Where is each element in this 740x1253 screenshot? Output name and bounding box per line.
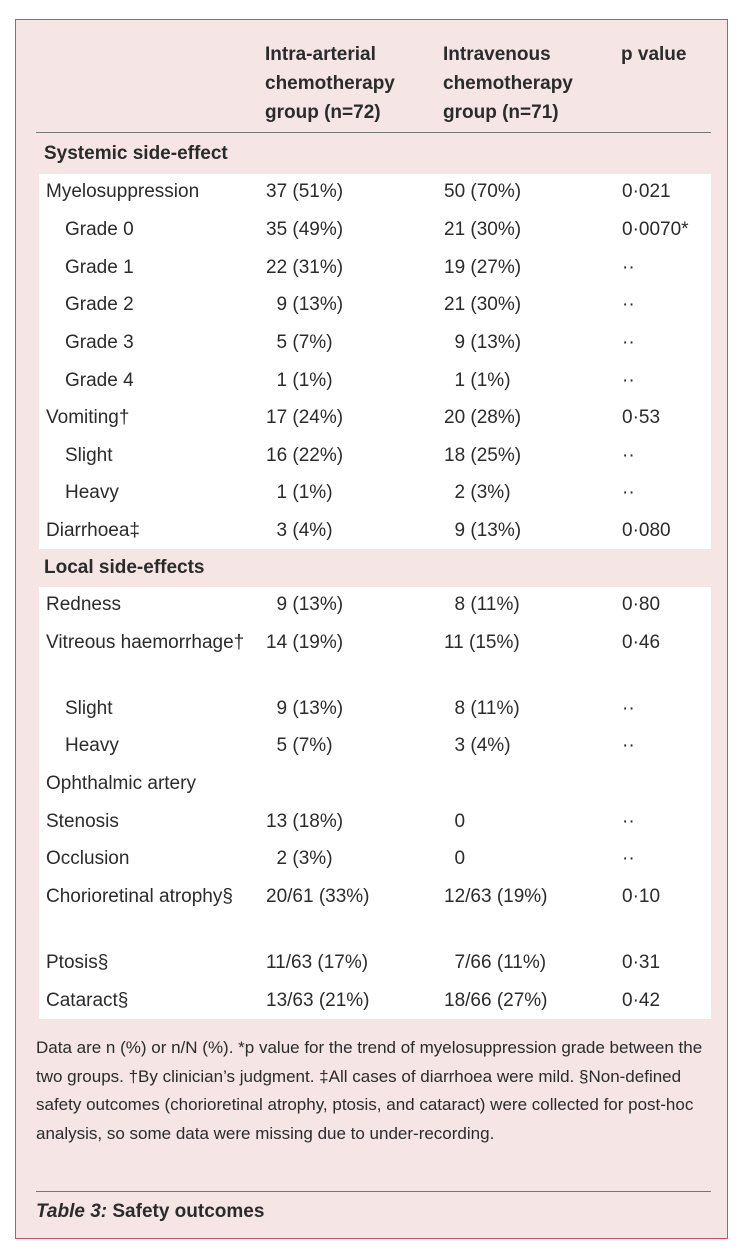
p-value: ·· <box>622 445 635 466</box>
p-value: ·· <box>622 370 635 391</box>
row-label: Cataract§ <box>46 990 129 1011</box>
p-value: ·· <box>622 848 635 869</box>
local-side-effects-block <box>39 587 711 1019</box>
p-value: 0·31 <box>622 952 661 973</box>
column-header-p-value: p value <box>621 44 687 65</box>
caption-label: Table 3: <box>36 1201 108 1222</box>
intravenous-value: 12/63 (19%) <box>444 886 548 907</box>
intravenous-value: 9 (13%) <box>444 520 522 541</box>
p-value: 0·53 <box>622 407 661 428</box>
intra-arterial-value: 14 (19%) <box>266 632 344 653</box>
p-value: 0·46 <box>622 632 661 653</box>
header-divider <box>36 132 711 133</box>
row-label: Vitreous haemorrhage† <box>46 632 245 653</box>
row-label: Ophthalmic artery <box>46 773 196 794</box>
row-label: Grade 3 <box>65 332 134 353</box>
row-label: Myelosuppression <box>46 181 200 202</box>
table-frame <box>15 19 728 1239</box>
intra-arterial-value: 9 (13%) <box>266 698 344 719</box>
intra-arterial-value: 16 (22%) <box>266 445 344 466</box>
p-value: 0·42 <box>622 990 661 1011</box>
section-title-local: Local side-effects <box>44 557 205 578</box>
intravenous-value: 7/66 (11%) <box>444 952 547 973</box>
column-header-intra-arterial: Intra-arterial chemotherapy group (n=72) <box>265 44 395 123</box>
p-value: 0·80 <box>622 594 661 615</box>
row-label: Heavy <box>65 482 119 503</box>
row-label: Slight <box>65 445 113 466</box>
intra-arterial-value: 5 (7%) <box>266 332 333 353</box>
intravenous-value: 18 (25%) <box>444 445 522 466</box>
intra-arterial-value: 13 (18%) <box>266 811 344 832</box>
p-value: ·· <box>622 332 635 353</box>
p-value: ·· <box>622 735 635 756</box>
intra-arterial-value: 5 (7%) <box>266 735 333 756</box>
row-label: Slight <box>65 698 113 719</box>
p-value: ·· <box>622 482 635 503</box>
p-value: ·· <box>622 698 635 719</box>
column-header-intravenous: Intravenous chemotherapy group (n=71) <box>443 44 573 123</box>
intravenous-value: 1 (1%) <box>444 370 511 391</box>
intravenous-value: 3 (4%) <box>444 735 511 756</box>
p-value: 0·10 <box>622 886 661 907</box>
intravenous-value: 8 (11%) <box>444 594 520 615</box>
intravenous-value: 21 (30%) <box>444 294 522 315</box>
intra-arterial-value: 22 (31%) <box>266 257 344 278</box>
row-label: Grade 0 <box>65 219 134 240</box>
intra-arterial-value: 1 (1%) <box>266 370 333 391</box>
caption-title: Safety outcomes <box>112 1201 265 1222</box>
intravenous-value: 50 (70%) <box>444 181 522 202</box>
intravenous-value: 9 (13%) <box>444 332 522 353</box>
intravenous-value: 20 (28%) <box>444 407 522 428</box>
intravenous-value: 0 <box>444 811 466 832</box>
intra-arterial-value: 9 (13%) <box>266 594 344 615</box>
intra-arterial-value: 3 (4%) <box>266 520 333 541</box>
intra-arterial-value: 20/61 (33%) <box>266 886 370 907</box>
row-label: Grade 2 <box>65 294 134 315</box>
intra-arterial-value: 11/63 (17%) <box>266 952 369 973</box>
row-label: Diarrhoea‡ <box>46 520 140 541</box>
intravenous-value: 18/66 (27%) <box>444 990 548 1011</box>
row-label: Heavy <box>65 735 119 756</box>
intra-arterial-value: 17 (24%) <box>266 407 344 428</box>
row-label: Vomiting† <box>46 407 130 428</box>
row-label: Grade 4 <box>65 370 134 391</box>
row-label: Chorioretinal atrophy§ <box>46 886 233 907</box>
p-value: 0·021 <box>622 181 671 202</box>
p-value: ·· <box>622 294 635 315</box>
intra-arterial-value: 2 (3%) <box>266 848 333 869</box>
table-caption <box>36 1201 264 1223</box>
systemic-side-effect-block <box>39 174 711 549</box>
p-value: ·· <box>622 257 635 278</box>
row-label: Ptosis§ <box>46 952 109 973</box>
row-label: Stenosis <box>46 811 119 832</box>
row-label: Occlusion <box>46 848 130 869</box>
p-value: 0·0070* <box>622 219 689 240</box>
p-value: ·· <box>622 811 635 832</box>
intra-arterial-value: 1 (1%) <box>266 482 333 503</box>
intra-arterial-value: 9 (13%) <box>266 294 344 315</box>
caption-divider <box>36 1191 711 1192</box>
table-header <box>36 40 711 152</box>
section-title-systemic: Systemic side-effect <box>44 143 228 164</box>
intravenous-value: 21 (30%) <box>444 219 522 240</box>
row-label: Redness <box>46 594 121 615</box>
row-label: Grade 1 <box>65 257 134 278</box>
table-footnote: Data are n (%) or n/N (%). *p value for the trend of myelosuppression grade between the two groups. †By clinician’s judgment. ‡All cases of diarrhoea were mild. §Non-defined safety outcomes (chorioretinal atrophy, ptosis, and cataract) were collected for post-hoc analysis, so some data were missing due to under-recording. <box>36 1038 703 1143</box>
intra-arterial-value: 13/63 (21%) <box>266 990 370 1011</box>
intra-arterial-value: 35 (49%) <box>266 219 344 240</box>
intravenous-value: 2 (3%) <box>444 482 511 503</box>
intravenous-value: 8 (11%) <box>444 698 520 719</box>
intra-arterial-value: 37 (51%) <box>266 181 344 202</box>
intravenous-value: 19 (27%) <box>444 257 522 278</box>
p-value: 0·080 <box>622 520 671 541</box>
intravenous-value: 11 (15%) <box>444 632 520 653</box>
intravenous-value: 0 <box>444 848 466 869</box>
